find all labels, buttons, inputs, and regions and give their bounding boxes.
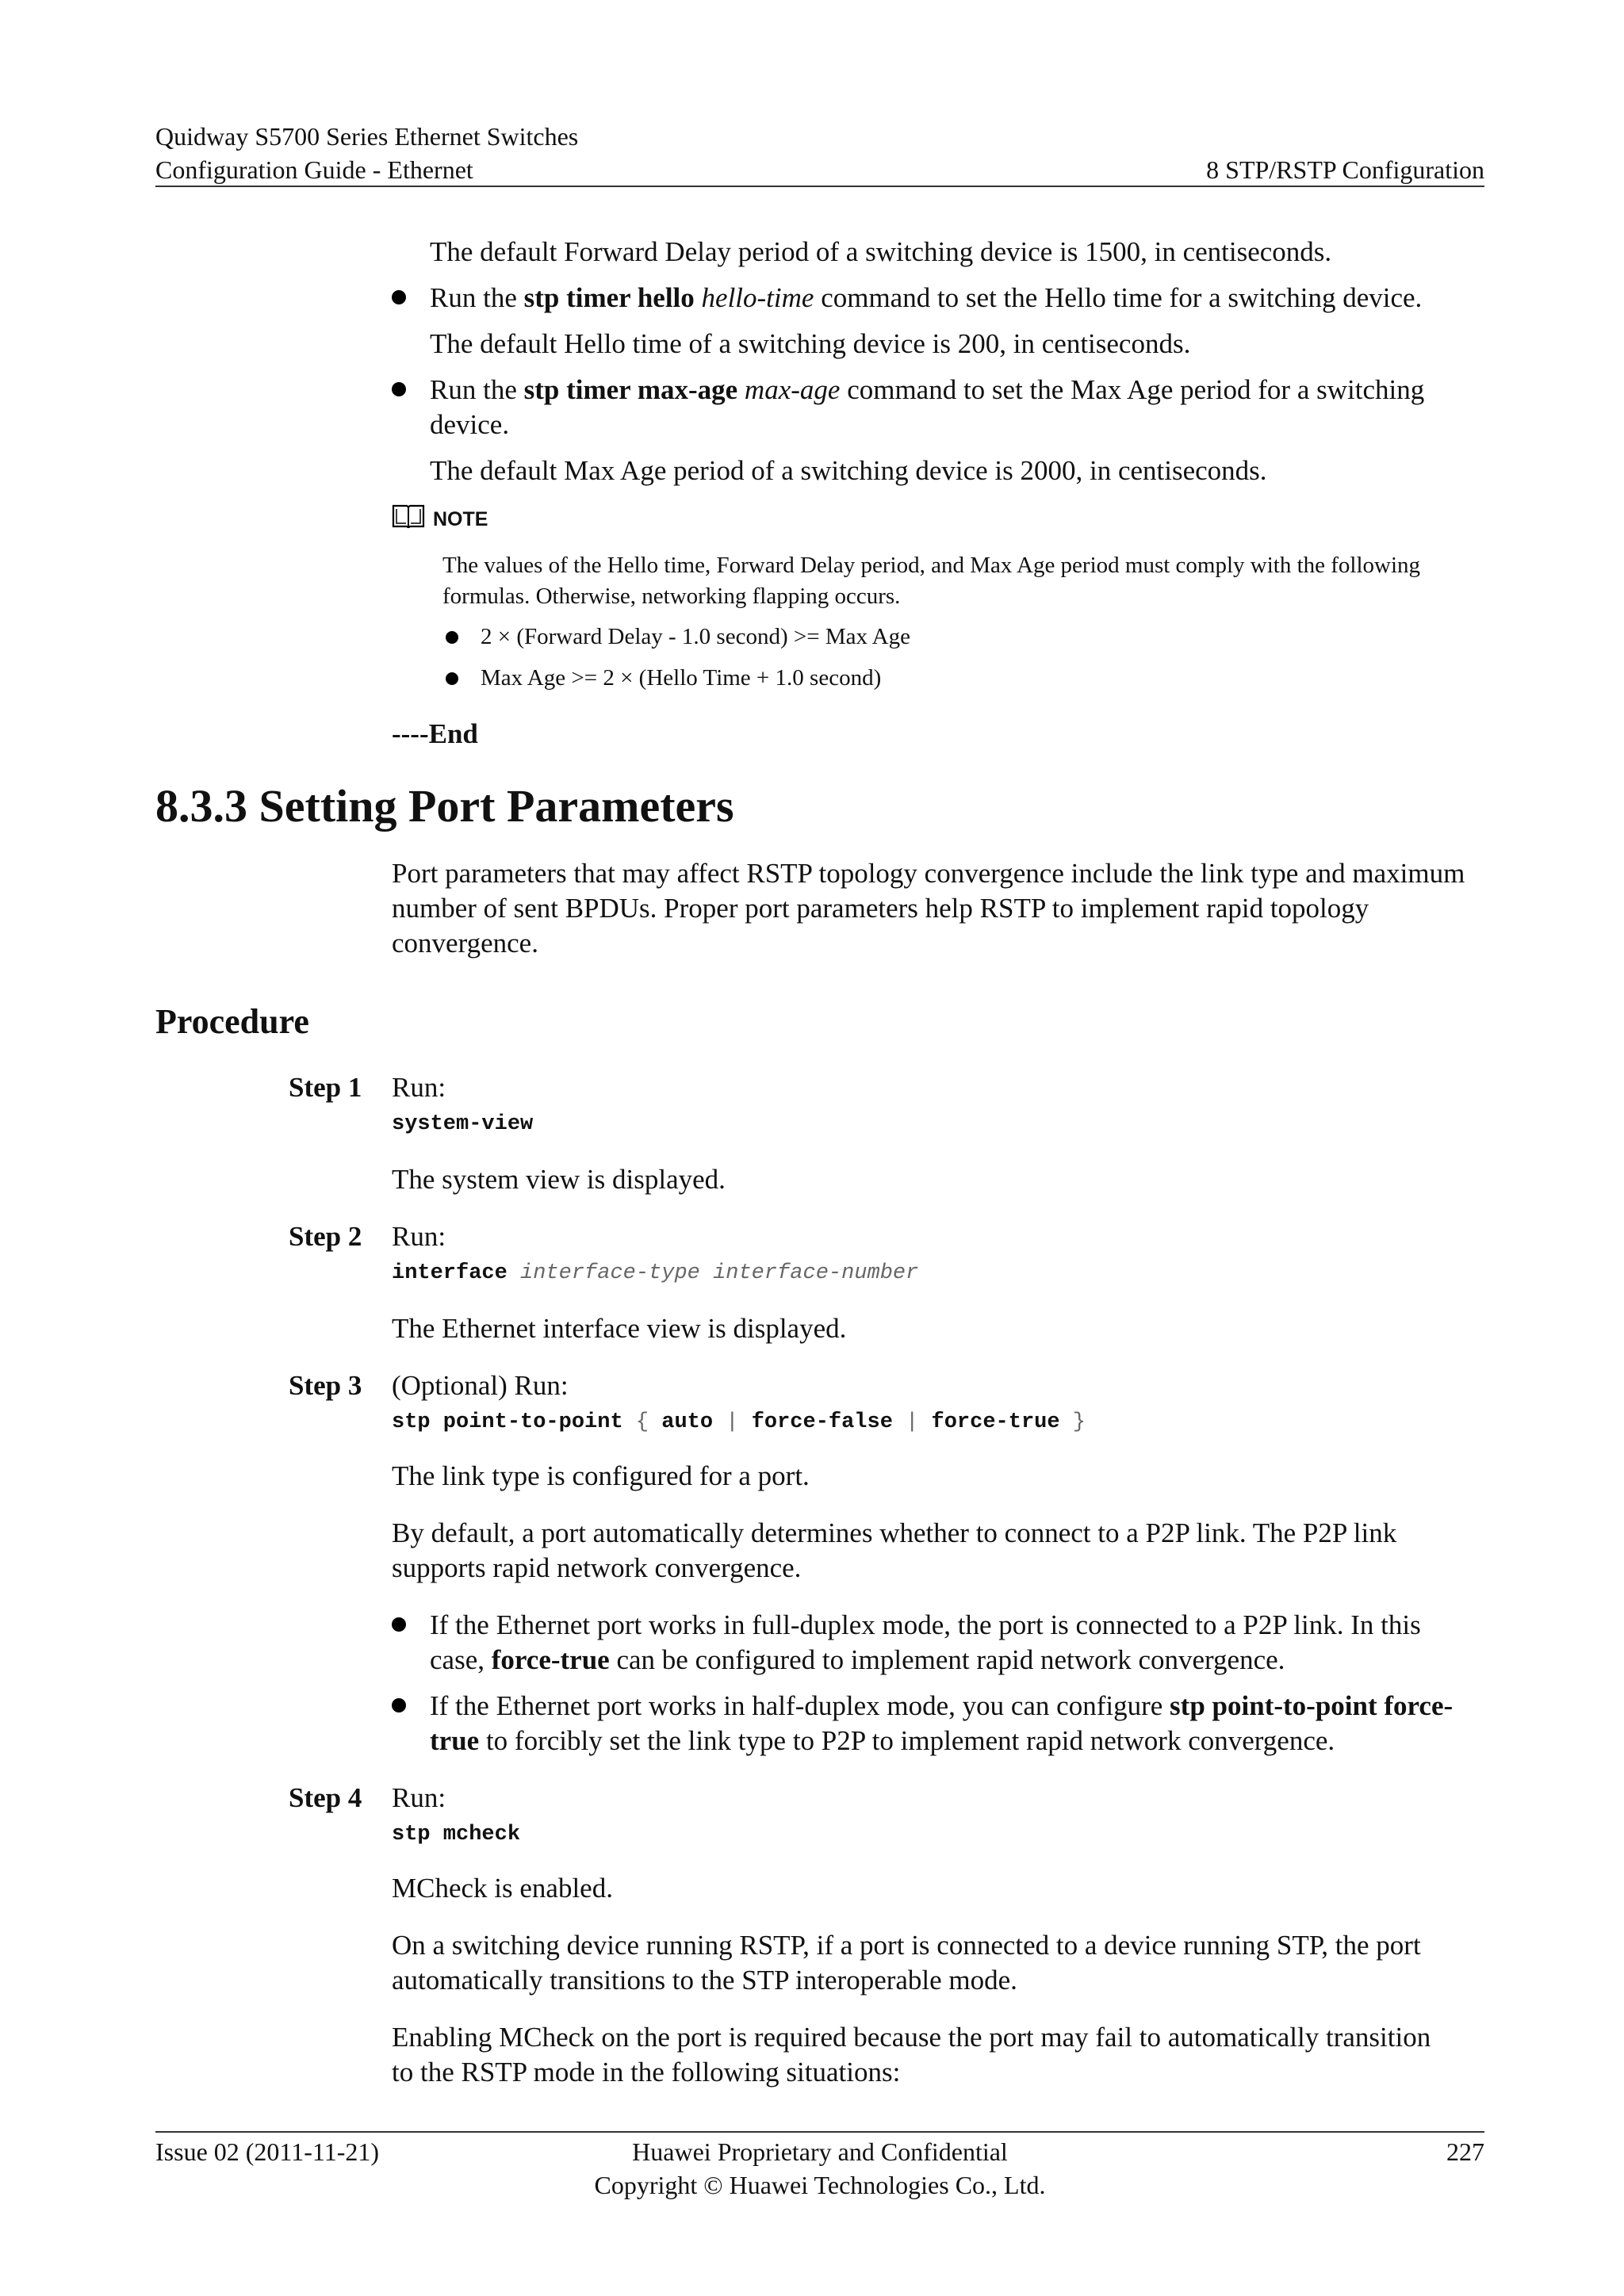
- step-2-desc: The Ethernet interface view is displayed.: [392, 1313, 847, 1344]
- note-book-icon: [392, 503, 425, 530]
- hello-cmd: stp timer hello: [523, 282, 695, 313]
- section-intro-2: number of sent BPDUs. Proper port parameters help RSTP to implement rapid topology: [392, 893, 1369, 924]
- bullet-icon: [392, 290, 406, 304]
- note-formula-2: Max Age >= 2 × (Hello Time + 1.0 second): [481, 665, 882, 691]
- bullet-icon: [392, 1698, 406, 1712]
- step-4-para-3: Enabling MCheck on the port is required because the port may fail to automatically transition: [392, 2022, 1431, 2053]
- step-4-command: stp mcheck: [392, 1823, 521, 1846]
- header-rule: [155, 186, 1484, 187]
- step-4-para-1: On a switching device running RSTP, if a port is connected to a device running STP, the port: [392, 1930, 1421, 1961]
- step-2-run: Run:: [392, 1221, 446, 1252]
- maxage-run-text: Run the: [430, 374, 524, 405]
- step-3-opt-auto: auto: [661, 1410, 714, 1434]
- maxage-param: max-age: [744, 374, 841, 405]
- step-3-pipe: |: [726, 1410, 739, 1434]
- footer-rule: [155, 2131, 1484, 2133]
- procedure-heading: Procedure: [155, 1002, 309, 1041]
- step-1-desc: The system view is displayed.: [392, 1164, 726, 1195]
- step-3-label: Step 3: [289, 1370, 362, 1401]
- step-3-bullet-1a: If the Ethernet port works in full-duplex mode, the port is connected to a P2P link. In this: [430, 1609, 1421, 1640]
- hello-default: The default Hello time of a switching device is 200, in centiseconds.: [430, 328, 1191, 359]
- end-marker: ----End: [392, 718, 478, 749]
- step-1-run: Run:: [392, 1072, 446, 1103]
- maxage-cmd: stp timer max-age: [523, 374, 738, 405]
- step-2-cmd-keyword: interface: [392, 1261, 508, 1285]
- step-2-label: Step 2: [289, 1221, 362, 1252]
- maxage-rest: command to set the Max Age period for a switching: [840, 374, 1425, 405]
- bullet-1b-bold: force-true: [491, 1644, 610, 1675]
- step-3-run: (Optional) Run:: [392, 1370, 569, 1401]
- step-3-opt-force-true: force-true: [931, 1410, 1060, 1434]
- step-2-command: [392, 1260, 918, 1287]
- header-product: Quidway S5700 Series Ethernet Switches: [155, 122, 579, 151]
- step-4-label: Step 4: [289, 1782, 362, 1813]
- step-3-bullet-2b: [430, 1724, 1335, 1758]
- section-title: 8.3.3 Setting Port Parameters: [155, 780, 734, 832]
- footer-copyright: Copyright © Huawei Technologies Co., Ltd.: [594, 2171, 1046, 2199]
- step-3-brace-open: {: [635, 1410, 649, 1434]
- step-4-para-2: automatically transitions to the STP interoperable mode.: [392, 1965, 1017, 1996]
- section-intro-3: convergence.: [392, 928, 538, 959]
- step-3-bullet-2a: [430, 1689, 1453, 1724]
- bullet-2b-bold: true: [430, 1725, 480, 1756]
- header-chapter: 8 STP/RSTP Configuration: [1206, 155, 1484, 184]
- bullet-1b-post: can be configured to implement rapid network convergence.: [609, 1644, 1285, 1675]
- footer-page-number: 227: [1446, 2137, 1484, 2166]
- step-1-label: Step 1: [289, 1072, 362, 1103]
- step-4-run: Run:: [392, 1782, 446, 1813]
- bullet-1b-pre: case,: [430, 1644, 492, 1675]
- step-3-command: [392, 1409, 1086, 1436]
- step-2-cmd-args: interface-type interface-number: [520, 1261, 919, 1285]
- section-intro-1: Port parameters that may affect RSTP topology convergence include the link type and maximum: [392, 858, 1465, 889]
- footer-issue: Issue 02 (2011-11-21): [155, 2137, 380, 2166]
- step-3-pipe: |: [906, 1410, 919, 1434]
- step-3-opt-force-false: force-false: [751, 1410, 893, 1434]
- step-3-para-2: supports rapid network convergence.: [392, 1552, 802, 1583]
- step-3-brace-close: }: [1072, 1410, 1086, 1434]
- hello-command-line: [430, 281, 1422, 316]
- maxage-default: The default Max Age period of a switching device is 2000, in centiseconds.: [430, 455, 1267, 486]
- step-3-bullet-1b: [430, 1643, 1285, 1678]
- header-guide: Configuration Guide - Ethernet: [155, 155, 473, 184]
- step-3-cmd-keyword: stp point-to-point: [392, 1410, 623, 1434]
- note-text-2: formulas. Otherwise, networking flapping occurs.: [442, 584, 901, 609]
- note-formula-1: 2 × (Forward Delay - 1.0 second) >= Max Age: [481, 624, 910, 649]
- maxage-rest2: device.: [430, 409, 510, 440]
- bullet-2b-post: to forcibly set the link type to P2P to implement rapid network convergence.: [479, 1725, 1335, 1756]
- bullet-icon: [392, 382, 406, 396]
- step-4-desc: MCheck is enabled.: [392, 1873, 613, 1904]
- bullet-icon: [392, 1617, 406, 1632]
- hello-rest: command to set the Hello time for a switching device.: [814, 282, 1423, 313]
- maxage-command-line: [430, 373, 1424, 408]
- bullet-icon: [446, 672, 458, 685]
- bullet-2a-bold: stp point-to-point force-: [1170, 1690, 1454, 1721]
- footer-confidential: Huawei Proprietary and Confidential: [632, 2137, 1008, 2166]
- step-3-desc: The link type is configured for a port.: [392, 1460, 810, 1491]
- forward-delay-default: The default Forward Delay period of a switching device is 1500, in centiseconds.: [430, 236, 1332, 267]
- step-4-para-4: to the RSTP mode in the following situations:: [392, 2057, 901, 2087]
- note-text-1: The values of the Hello time, Forward Delay period, and Max Age period must comply with the following: [442, 553, 1421, 578]
- hello-param: hello-time: [701, 282, 814, 313]
- note-label: NOTE: [433, 508, 488, 530]
- step-1-command: system-view: [392, 1112, 534, 1136]
- bullet-2a-pre: If the Ethernet port works in half-duplex mode, you can configure: [430, 1690, 1170, 1721]
- bullet-icon: [446, 631, 458, 644]
- hello-run-text: Run the: [430, 282, 524, 313]
- step-3-para-1: By default, a port automatically determines whether to connect to a P2P link. The P2P link: [392, 1517, 1397, 1548]
